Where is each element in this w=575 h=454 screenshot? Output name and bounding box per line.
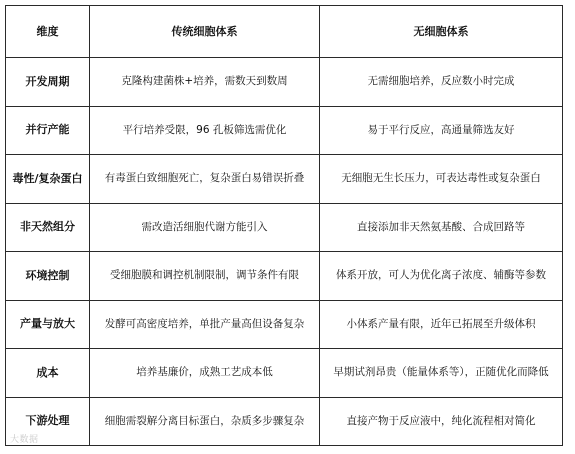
header-dimension: 维度 <box>6 6 90 58</box>
table-header-row <box>6 6 563 58</box>
comparison-table <box>5 5 563 446</box>
row-dimension: 成本 <box>6 349 90 398</box>
table-row <box>6 252 563 301</box>
row-dimension: 产量与放大 <box>6 300 90 349</box>
row-dimension: 毒性/复杂蛋白 <box>6 155 90 204</box>
row-cell-free: 无细胞无生长压力，可表达毒性或复杂蛋白 <box>320 155 563 204</box>
table-row <box>6 155 563 204</box>
row-dimension: 环境控制 <box>6 252 90 301</box>
row-traditional: 培养基廉价，成熟工艺成本低 <box>90 349 320 398</box>
row-cell-free: 体系开放，可人为优化离子浓度、辅酶等参数 <box>320 252 563 301</box>
table-row <box>6 203 563 252</box>
row-traditional: 细胞需裂解分离目标蛋白，杂质多步骤复杂 <box>90 397 320 446</box>
table-row <box>6 397 563 446</box>
table-row <box>6 300 563 349</box>
row-dimension: 下游处理 <box>6 397 90 446</box>
table-row <box>6 349 563 398</box>
row-cell-free: 小体系产量有限，近年已拓展至升级体积 <box>320 300 563 349</box>
comparison-table-container <box>5 5 562 445</box>
row-traditional: 受细胞膜和调控机制限制，调节条件有限 <box>90 252 320 301</box>
table-row <box>6 58 563 107</box>
row-dimension: 非天然组分 <box>6 203 90 252</box>
row-cell-free: 直接添加非天然氨基酸、合成回路等 <box>320 203 563 252</box>
row-cell-free: 直接产物于反应液中，纯化流程相对简化 <box>320 397 563 446</box>
row-traditional: 发酵可高密度培养，单批产量高但设备复杂 <box>90 300 320 349</box>
row-dimension: 并行产能 <box>6 106 90 155</box>
row-traditional: 需改造活细胞代谢方能引入 <box>90 203 320 252</box>
header-cell-free: 无细胞体系 <box>320 6 563 58</box>
row-traditional: 克隆构建菌株+培养，需数天到数周 <box>90 58 320 107</box>
row-traditional: 平行培养受限，96 孔板筛选需优化 <box>90 106 320 155</box>
row-cell-free: 早期试剂昂贵（能量体系等），正随优化而降低 <box>320 349 563 398</box>
row-cell-free: 易于平行反应，高通量筛选友好 <box>320 106 563 155</box>
row-cell-free: 无需细胞培养，反应数小时完成 <box>320 58 563 107</box>
table-row <box>6 106 563 155</box>
header-traditional: 传统细胞体系 <box>90 6 320 58</box>
row-dimension: 开发周期 <box>6 58 90 107</box>
row-traditional: 有毒蛋白致细胞死亡，复杂蛋白易错误折叠 <box>90 155 320 204</box>
watermark: 大数据 <box>10 435 39 445</box>
